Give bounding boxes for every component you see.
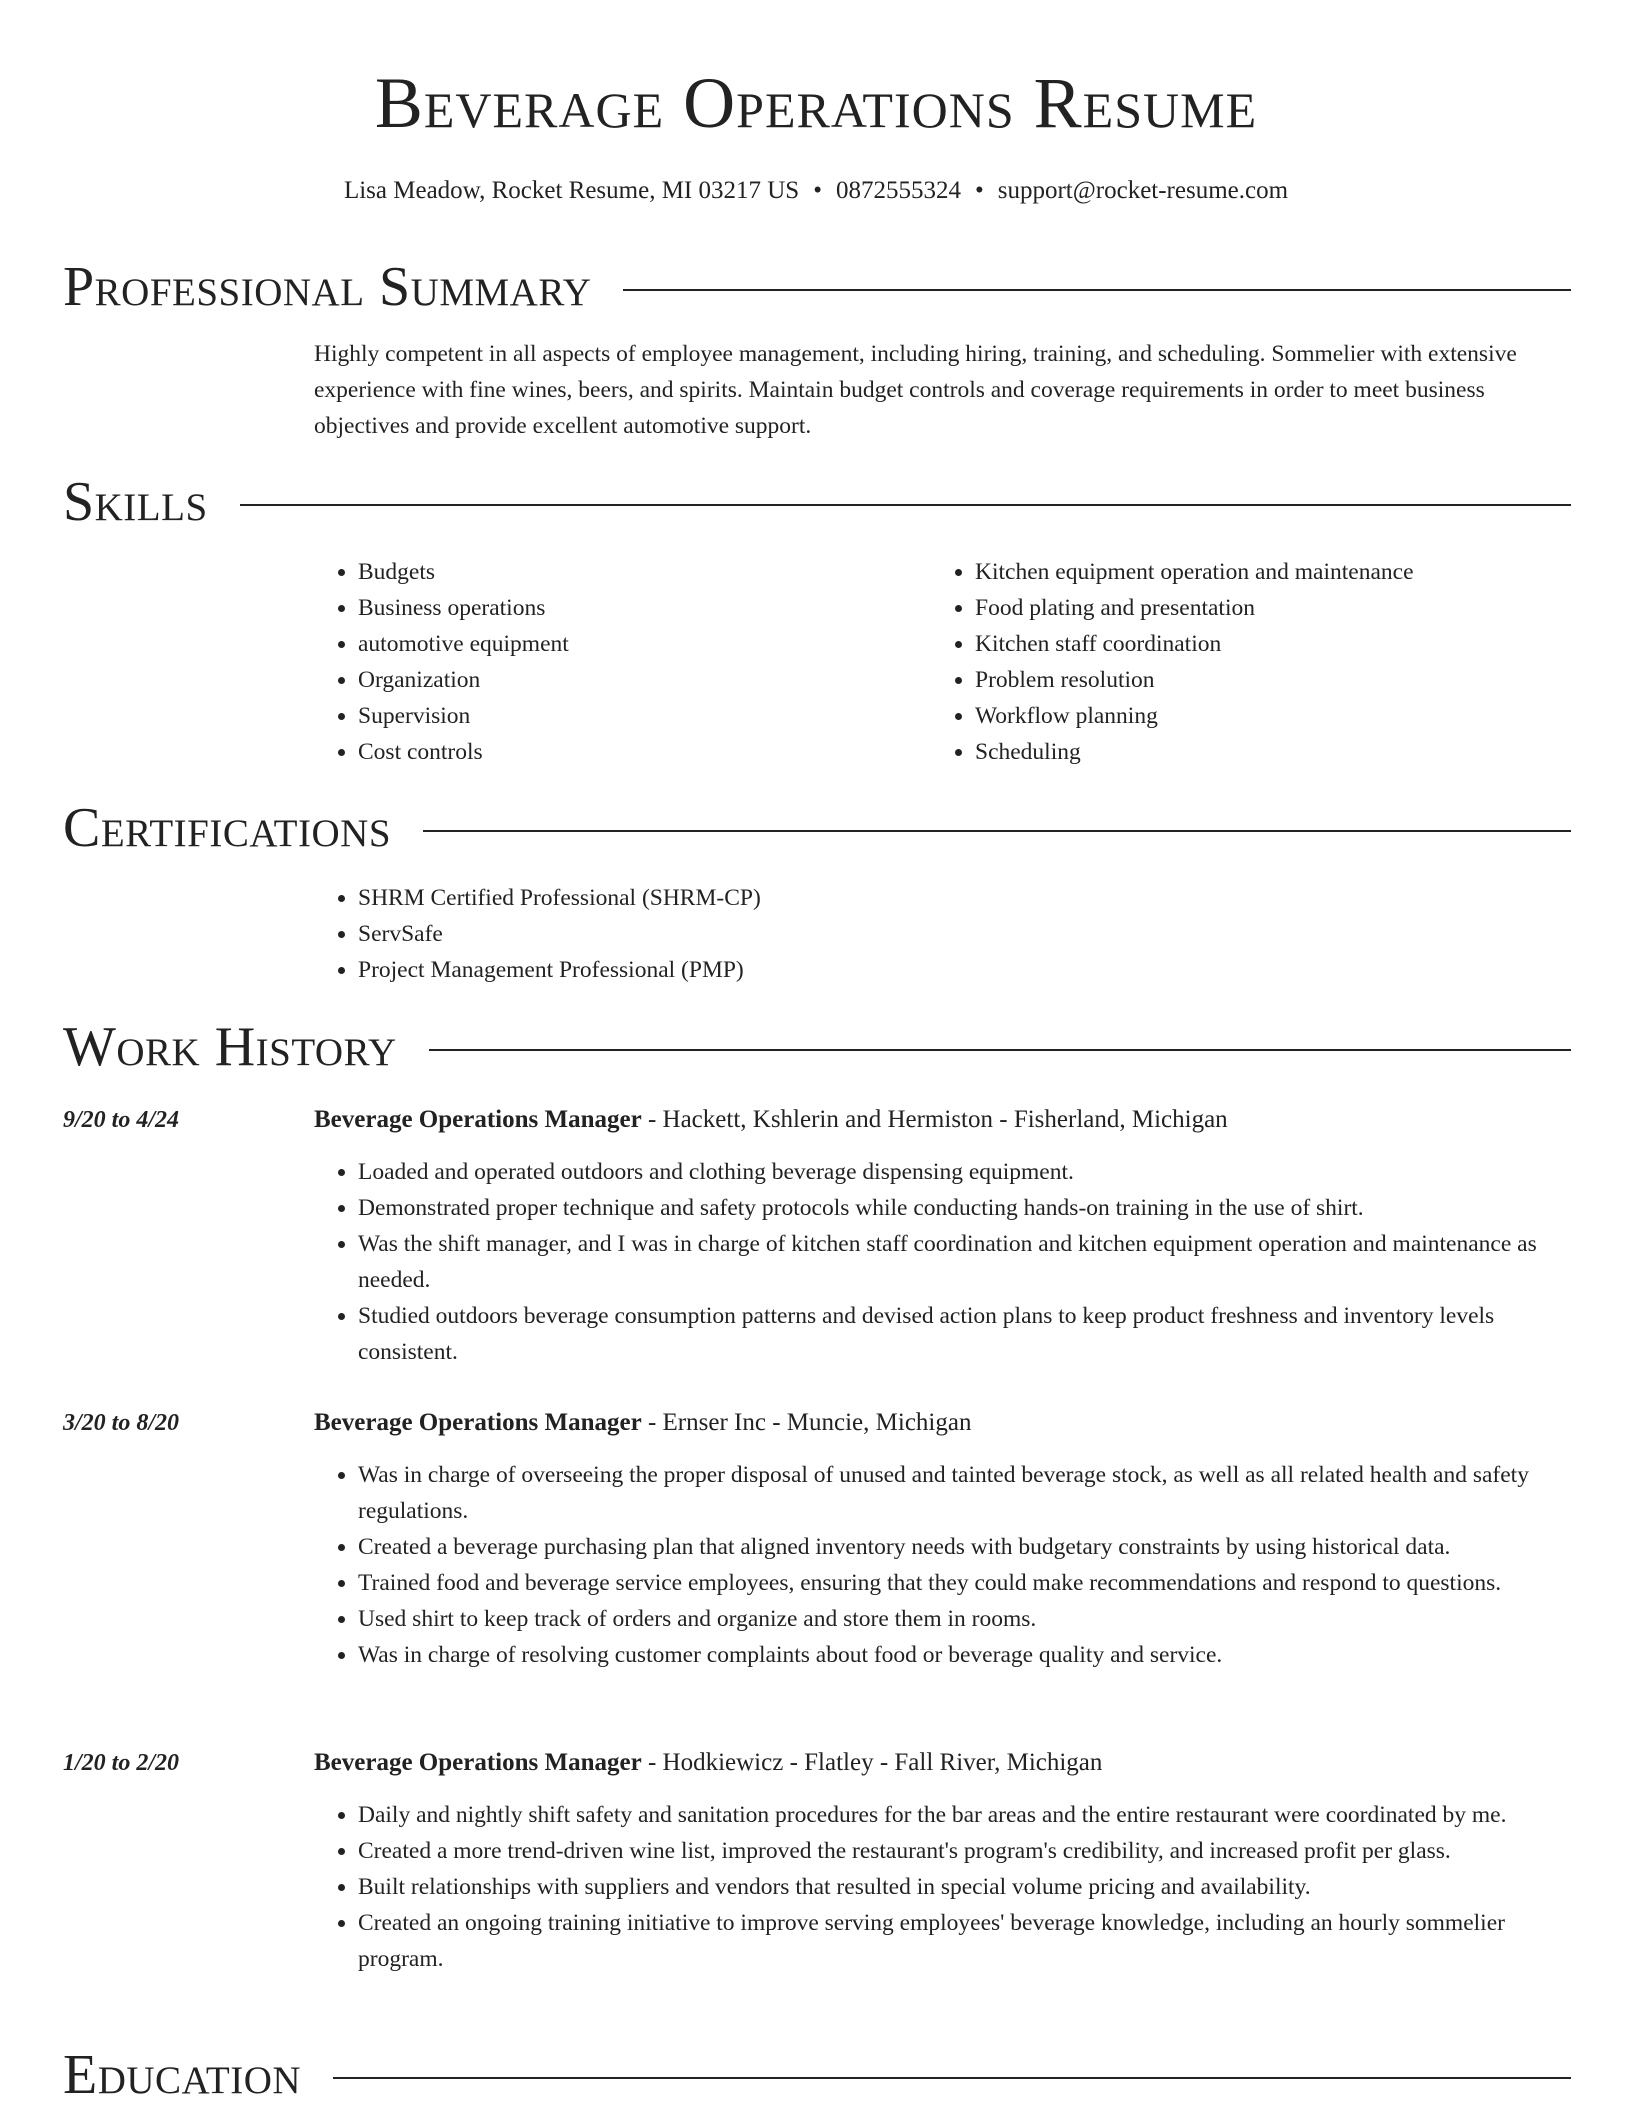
contact-email: support@rocket-resume.com: [997, 177, 1289, 204]
job-title: Beverage Operations Manager: [314, 1106, 642, 1133]
job-duty-item: • Used shirt to keep track of orders and organize and store them in rooms.: [358, 1601, 1571, 1637]
work-history-section-header: [63, 1012, 1571, 1082]
skills-column-left: [314, 554, 914, 770]
job-duty-item: • Created a more trend-driven wine list, improved the restaurant's program's credibility, and increased profit per glass.: [358, 1833, 1571, 1869]
job-title: Beverage Operations Manager: [314, 1749, 642, 1776]
summary-section-header: [63, 252, 1571, 322]
job-title: Beverage Operations Manager: [314, 1409, 642, 1436]
education-heading: Education: [63, 2044, 302, 2106]
certification-item: • Project Management Professional (PMP): [358, 952, 1214, 988]
skill-item: • Kitchen staff coordination: [975, 626, 1531, 662]
job-duty-item: • Was in charge of resolving customer complaints about food or beverage quality and service.: [358, 1637, 1571, 1673]
job-employer: - Hodkiewicz - Flatley - Fall River, Michigan: [641, 1749, 1103, 1776]
section-divider: [623, 289, 1571, 291]
contact-phone: 0872555324: [835, 177, 961, 204]
job-heading: [314, 1745, 1102, 1781]
job-duty-item: • Trained food and beverage service employees, ensuring that they could make recommendations and respond to questions.: [358, 1565, 1571, 1601]
skills-column-right: [931, 554, 1531, 770]
summary-text: Highly competent in all aspects of employee management, including hiring, training, and scheduling. Sommelier with extensive experience with fine wines, beers, and spirits. Maintain budget controls and coverage requirements in order to meet business objectives and provide excellent automotive support.: [314, 341, 1517, 439]
skills-heading: Skills: [63, 471, 208, 533]
skill-item: • Business operations: [358, 590, 914, 626]
job-duty-item: • Built relationships with suppliers and vendors that resulted in special volume pricing and availability.: [358, 1869, 1571, 1905]
skill-item: • Budgets: [358, 554, 914, 590]
job-dates: 3/20 to 8/20: [63, 1410, 180, 1436]
contact-separator: •: [813, 177, 822, 204]
skill-item: • Cost controls: [358, 734, 914, 770]
skill-item: • Food plating and presentation: [975, 590, 1531, 626]
skill-item: • Kitchen equipment operation and maintenance: [975, 554, 1531, 590]
job-heading: [314, 1405, 971, 1441]
certification-item: • ServSafe: [358, 916, 1214, 952]
job-duties: [314, 1797, 1571, 1977]
job-duty-item: • Studied outdoors beverage consumption patterns and devised action plans to keep product freshness and inventory levels consistent.: [358, 1298, 1571, 1370]
job-duty-item: • Created a beverage purchasing plan that aligned inventory needs with budgetary constraints by using historical data.: [358, 1529, 1571, 1565]
job-employer: - Hackett, Kshlerin and Hermiston - Fisherland, Michigan: [641, 1106, 1228, 1133]
skill-item: • Supervision: [358, 698, 914, 734]
contact-address: Lisa Meadow, Rocket Resume, MI 03217 US: [343, 177, 800, 204]
job-duty-item: • Was in charge of overseeing the proper disposal of unused and tainted beverage stock, as well as all related health and safety regulations.: [358, 1457, 1571, 1529]
work-history-heading: Work History: [63, 1016, 397, 1078]
certification-item: • SHRM Certified Professional (SHRM-CP): [358, 880, 1214, 916]
section-divider: [240, 504, 1571, 506]
contact-separator: •: [974, 177, 984, 204]
contact-line: [0, 174, 1632, 208]
job-duty-item: • Demonstrated proper technique and safety protocols while conducting hands-on training in the use of shirt.: [358, 1190, 1571, 1226]
job-duties: [314, 1154, 1571, 1370]
summary-heading: Professional Summary: [63, 256, 592, 318]
skill-item: • Problem resolution: [975, 662, 1531, 698]
skill-item: • Organization: [358, 662, 914, 698]
section-divider: [333, 2077, 1571, 2079]
section-divider: [423, 830, 1571, 832]
job-dates: 9/20 to 4/24: [63, 1107, 180, 1133]
job-duty-item: • Daily and nightly shift safety and sanitation procedures for the bar areas and the entire restaurant were coordinated by me.: [358, 1797, 1571, 1833]
section-divider: [429, 1049, 1571, 1051]
certifications-heading: Certifications: [63, 797, 392, 859]
job-duty-item: • Created an ongoing training initiative to improve serving employees' beverage knowledge, including an hourly sommelier program.: [358, 1905, 1571, 1977]
resume-title: Beverage Operations Resume: [374, 63, 1258, 143]
education-section-header: [63, 2040, 1571, 2110]
skills-section-header: [63, 467, 1571, 537]
certifications-list: [314, 880, 1214, 988]
job-employer: - Ernser Inc - Muncie, Michigan: [641, 1409, 972, 1436]
job-duty-item: • Was the shift manager, and I was in charge of kitchen staff coordination and kitchen equipment operation and maintenance as needed.: [358, 1226, 1571, 1298]
job-heading: [314, 1102, 1228, 1138]
job-duty-item: • Loaded and operated outdoors and clothing beverage dispensing equipment.: [358, 1154, 1571, 1190]
certifications-section-header: [63, 793, 1571, 863]
job-duties: [314, 1457, 1571, 1673]
skill-item: • Scheduling: [975, 734, 1531, 770]
skill-item: • Workflow planning: [975, 698, 1531, 734]
job-dates: 1/20 to 2/20: [63, 1750, 180, 1776]
skill-item: • automotive equipment: [358, 626, 914, 662]
